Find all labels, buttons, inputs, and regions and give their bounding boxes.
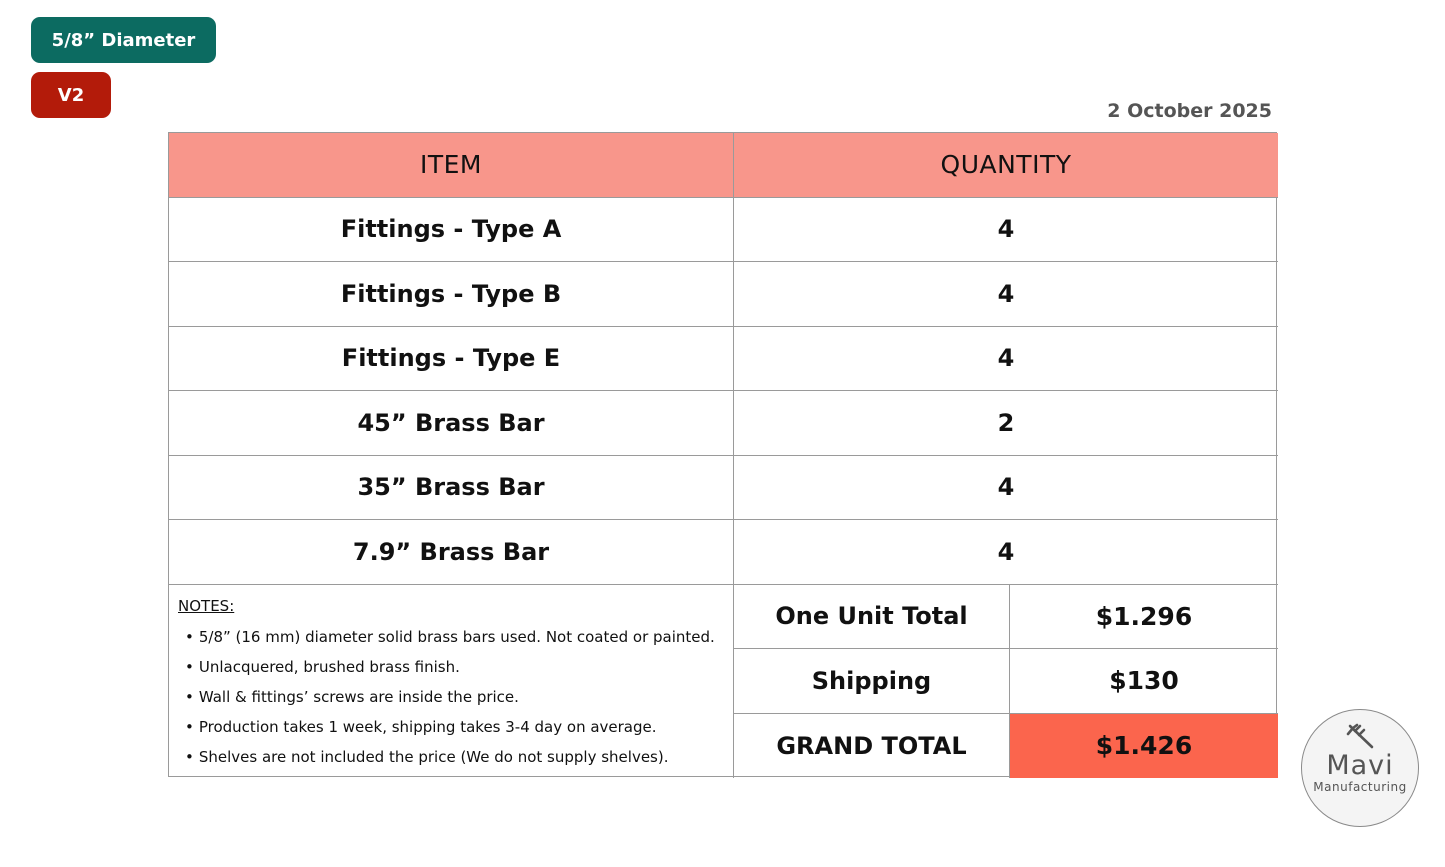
logo-subtitle: Manufacturing — [1313, 780, 1407, 794]
diameter-badge: 5/8” Diameter — [31, 17, 216, 63]
quantity-cell: 2 — [734, 391, 1278, 456]
quote-table — [168, 132, 1277, 777]
grand-total-label: GRAND TOTAL — [734, 714, 1010, 779]
grand-total-value: $1.426 — [1010, 714, 1278, 779]
shipping-value: $130 — [1010, 649, 1278, 714]
quantity-cell: 4 — [734, 456, 1278, 521]
logo-name: Mavi — [1326, 750, 1394, 781]
notes-section — [169, 585, 734, 779]
note-item: • Unlacquered, brushed brass finish. — [185, 657, 733, 687]
caliper-icon — [1344, 722, 1378, 750]
item-cell: 45” Brass Bar — [169, 391, 734, 456]
item-cell: Fittings - Type E — [169, 327, 734, 392]
item-column-header: ITEM — [169, 133, 734, 198]
item-cell: 35” Brass Bar — [169, 456, 734, 521]
shipping-label: Shipping — [734, 649, 1010, 714]
quantity-cell: 4 — [734, 198, 1278, 263]
note-item: • Wall & fittings’ screws are inside the price. — [185, 687, 733, 717]
notes-title: NOTES: — [178, 596, 235, 615]
item-cell: Fittings - Type A — [169, 198, 734, 263]
unit-total-value: $1.296 — [1010, 585, 1278, 650]
note-item: • Shelves are not included the price (We do not supply shelves). — [185, 747, 733, 777]
quantity-cell: 4 — [734, 520, 1278, 585]
quantity-column-header: QUANTITY — [734, 133, 1278, 198]
item-cell: Fittings - Type B — [169, 262, 734, 327]
note-item: • Production takes 1 week, shipping takes 3-4 day on average. — [185, 717, 733, 747]
note-item: • 5/8” (16 mm) diameter solid brass bars used. Not coated or painted. — [185, 627, 733, 657]
version-badge: V2 — [31, 72, 111, 118]
item-cell: 7.9” Brass Bar — [169, 520, 734, 585]
quantity-cell: 4 — [734, 327, 1278, 392]
unit-total-label: One Unit Total — [734, 585, 1010, 650]
quote-date: 2 October 2025 — [1107, 100, 1272, 122]
quantity-cell: 4 — [734, 262, 1278, 327]
company-logo — [1301, 709, 1419, 827]
notes-list — [178, 627, 733, 777]
